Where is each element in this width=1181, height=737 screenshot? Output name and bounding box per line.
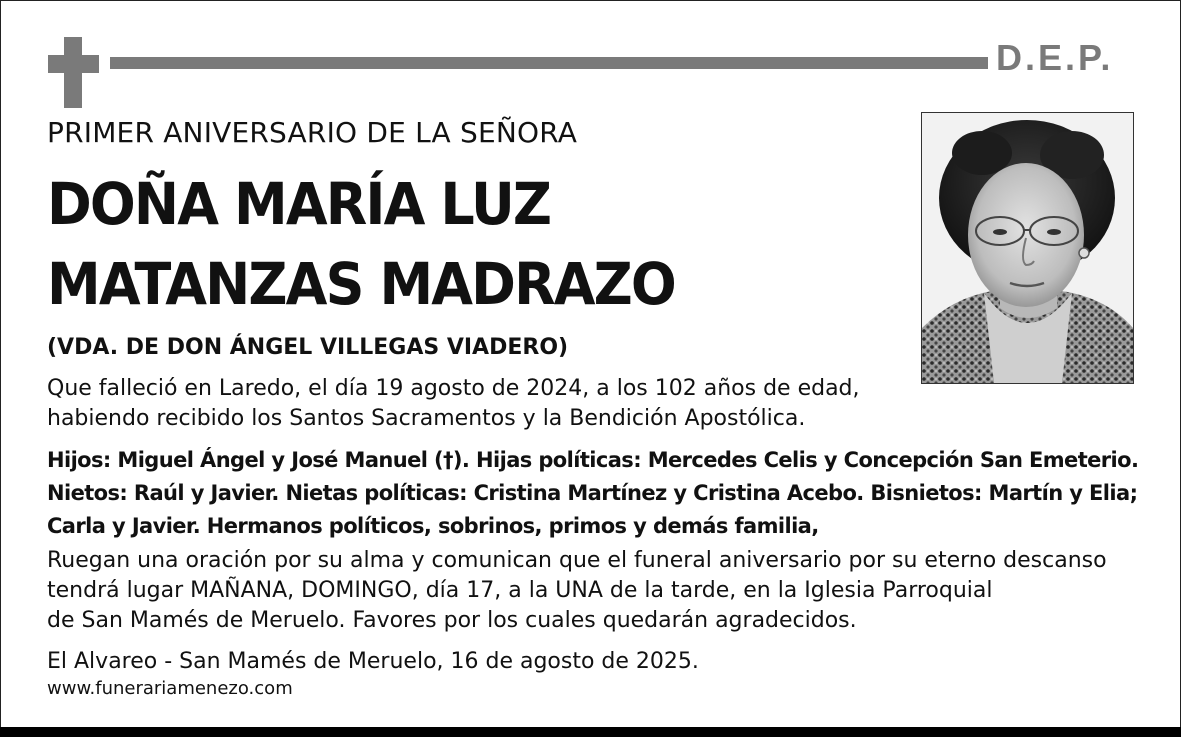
- family-line: Carla y Javier. Hermanos políticos, sobrinos, primos y demás familia,: [47, 514, 819, 538]
- website-link[interactable]: www.funerariamenezo.com: [47, 678, 293, 699]
- deceased-name-line-2: MATANZAS MADRAZO: [47, 250, 675, 318]
- death-notice-line: habiendo recibido los Santos Sacramentos y la Bendición Apostólica.: [47, 406, 806, 431]
- bottom-rule: [0, 727, 1181, 737]
- family-list: [47, 444, 1138, 543]
- portrait-photo: [921, 112, 1134, 384]
- intro-line: PRIMER ANIVERSARIO DE LA SEÑORA: [47, 116, 578, 149]
- dep-label: D.E.P.: [996, 37, 1114, 78]
- funeral-announcement: [47, 546, 1107, 636]
- place-and-date: El Alvareo - San Mamés de Meruelo, 16 de agosto de 2025.: [47, 649, 699, 674]
- widow-of: (VDA. DE DON ÁNGEL VILLEGAS VIADERO): [47, 335, 569, 360]
- funeral-line: Ruegan una oración por su alma y comunican que el funeral aniversario por su eterno descanso: [47, 548, 1107, 573]
- funeral-line: tendrá lugar MAÑANA, DOMINGO, día 17, a la UNA de la tarde, en la Iglesia Parroquial: [47, 578, 993, 603]
- cross-icon-bar: [48, 55, 99, 73]
- family-line: Nietos: Raúl y Javier. Nietas políticas: Cristina Martínez y Cristina Acebo. Bisnietos: Martín y Elia;: [47, 481, 1138, 505]
- family-line: Hijos: Miguel Ángel y José Manuel (†). Hijas políticas: Mercedes Celis y Concepción San Emeterio.: [47, 448, 1139, 472]
- portrait-image: [922, 113, 1133, 383]
- funeral-line: de San Mamés de Meruelo. Favores por los cuales quedarán agradecidos.: [47, 608, 857, 633]
- death-notice: [47, 374, 860, 434]
- death-notice-line: Que falleció en Laredo, el día 19 agosto de 2024, a los 102 años de edad,: [47, 376, 860, 401]
- deceased-name-line-1: DOÑA MARÍA LUZ: [47, 170, 551, 238]
- header-rule: [110, 57, 988, 69]
